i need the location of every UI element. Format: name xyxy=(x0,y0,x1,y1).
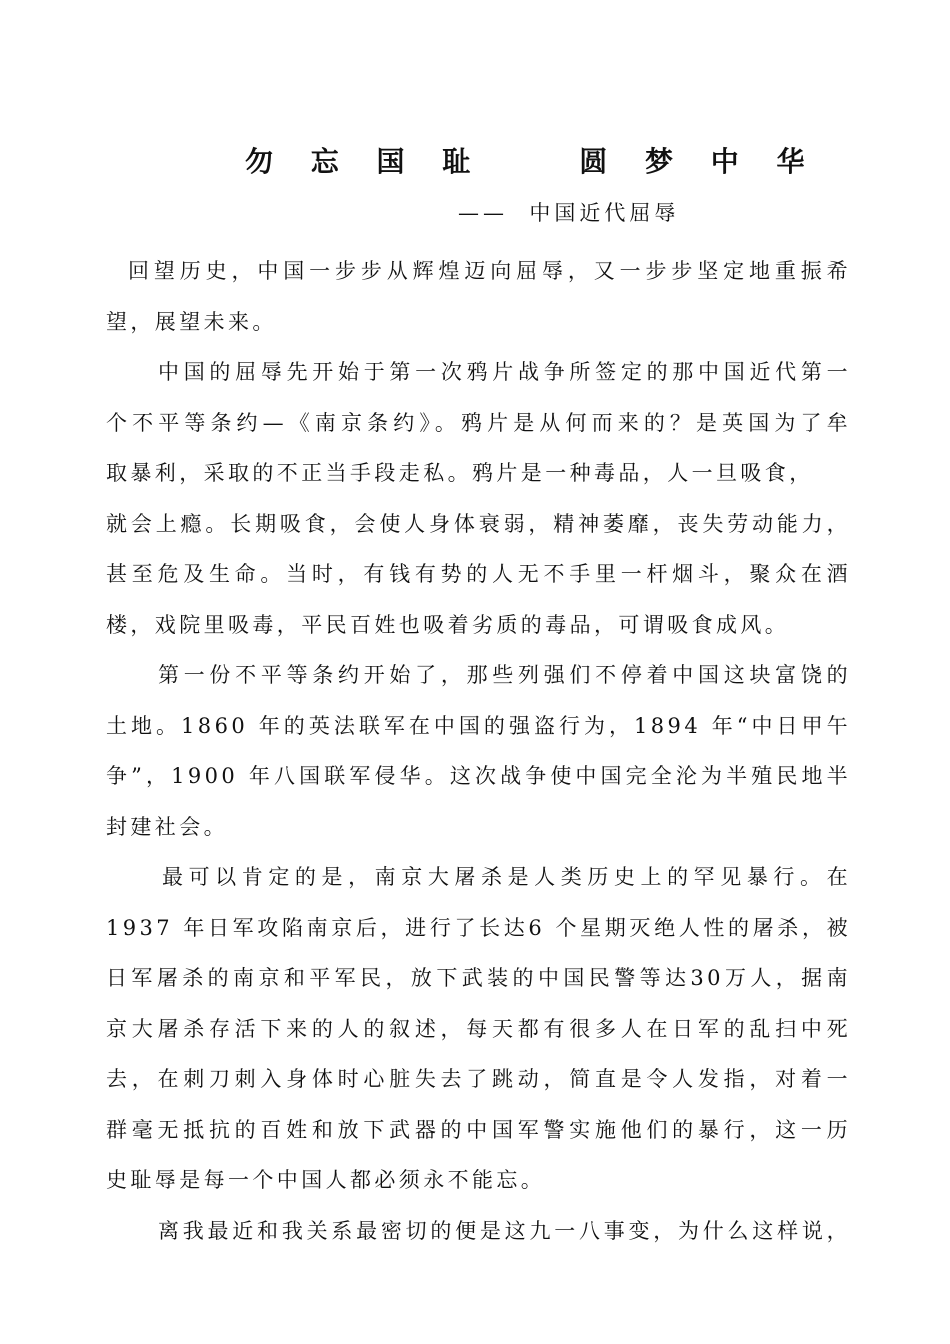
text-line: 争”，1900 年八国联军侵华。这次战争使中国完全沦为半殖民地半 xyxy=(106,764,851,788)
document-subtitle: —— 中国近代屈辱 xyxy=(458,201,680,225)
text-line: 京大屠杀存活下来的人的叙述，每天都有很多人在日军的乱扫中死 xyxy=(106,1016,851,1041)
text-line: 楼，戏院里吸毒，平民百姓也吸着劣质的毒品，可谓吸食成风。 xyxy=(106,612,790,637)
text-line: 离我最近和我关系最密切的便是这九一八事变，为什么这样说， xyxy=(158,1218,851,1243)
text-line: 日军屠杀的南京和平军民，放下武装的中国民警等达30万人，据南 xyxy=(106,966,851,990)
text-line: 取暴利，采取的不正当手段走私。鸦片是一种毒品，人一旦吸食， xyxy=(106,461,814,485)
text-line: 最可以肯定的是，南京大屠杀是人类历史上的罕见暴行。在 xyxy=(162,865,851,889)
text-line: 望，展望未来。 xyxy=(106,309,277,334)
text-line: 史耻辱是每一个中国人都必须永不能忘。 xyxy=(106,1168,546,1192)
text-line: 群毫无抵抗的百姓和放下武器的中国军警实施他们的暴行，这一历 xyxy=(106,1117,851,1142)
text-line: 个不平等条约—《南京条约》。鸦片是从何而来的？是英国为了牟 xyxy=(106,410,851,435)
text-line: 回望历史，中国一步步从辉煌迈向屈辱，又一步步坚定地重振希 xyxy=(128,259,851,283)
document-title: 勿 忘 国 耻 圆 梦 中 华 xyxy=(245,145,819,178)
text-line: 1937 年日军攻陷南京后，进行了长达6 个星期灭绝人性的屠杀，被 xyxy=(106,915,851,940)
document-body xyxy=(106,246,851,1256)
text-line: 去，在刺刀刺入身体时心脏失去了跳动，简直是令人发指，对着一 xyxy=(106,1067,851,1091)
text-line: 甚至危及生命。当时，有钱有势的人无不手里一杆烟斗，聚众在酒 xyxy=(106,562,851,586)
text-line: 封建社会。 xyxy=(106,814,228,839)
text-line: 第一份不平等条约开始了，那些列强们不停着中国这块富饶的 xyxy=(158,663,851,687)
text-line: 土地。1860 年的英法联军在中国的强盗行为，1894 年“中日甲午 xyxy=(106,713,851,738)
text-line: 中国的屈辱先开始于第一次鸦片战争所签定的那中国近代第一 xyxy=(158,360,851,384)
text-line: 就会上瘾。长期吸食，会使人身体衰弱，精神萎靡，丧失劳动能力， xyxy=(106,511,851,536)
